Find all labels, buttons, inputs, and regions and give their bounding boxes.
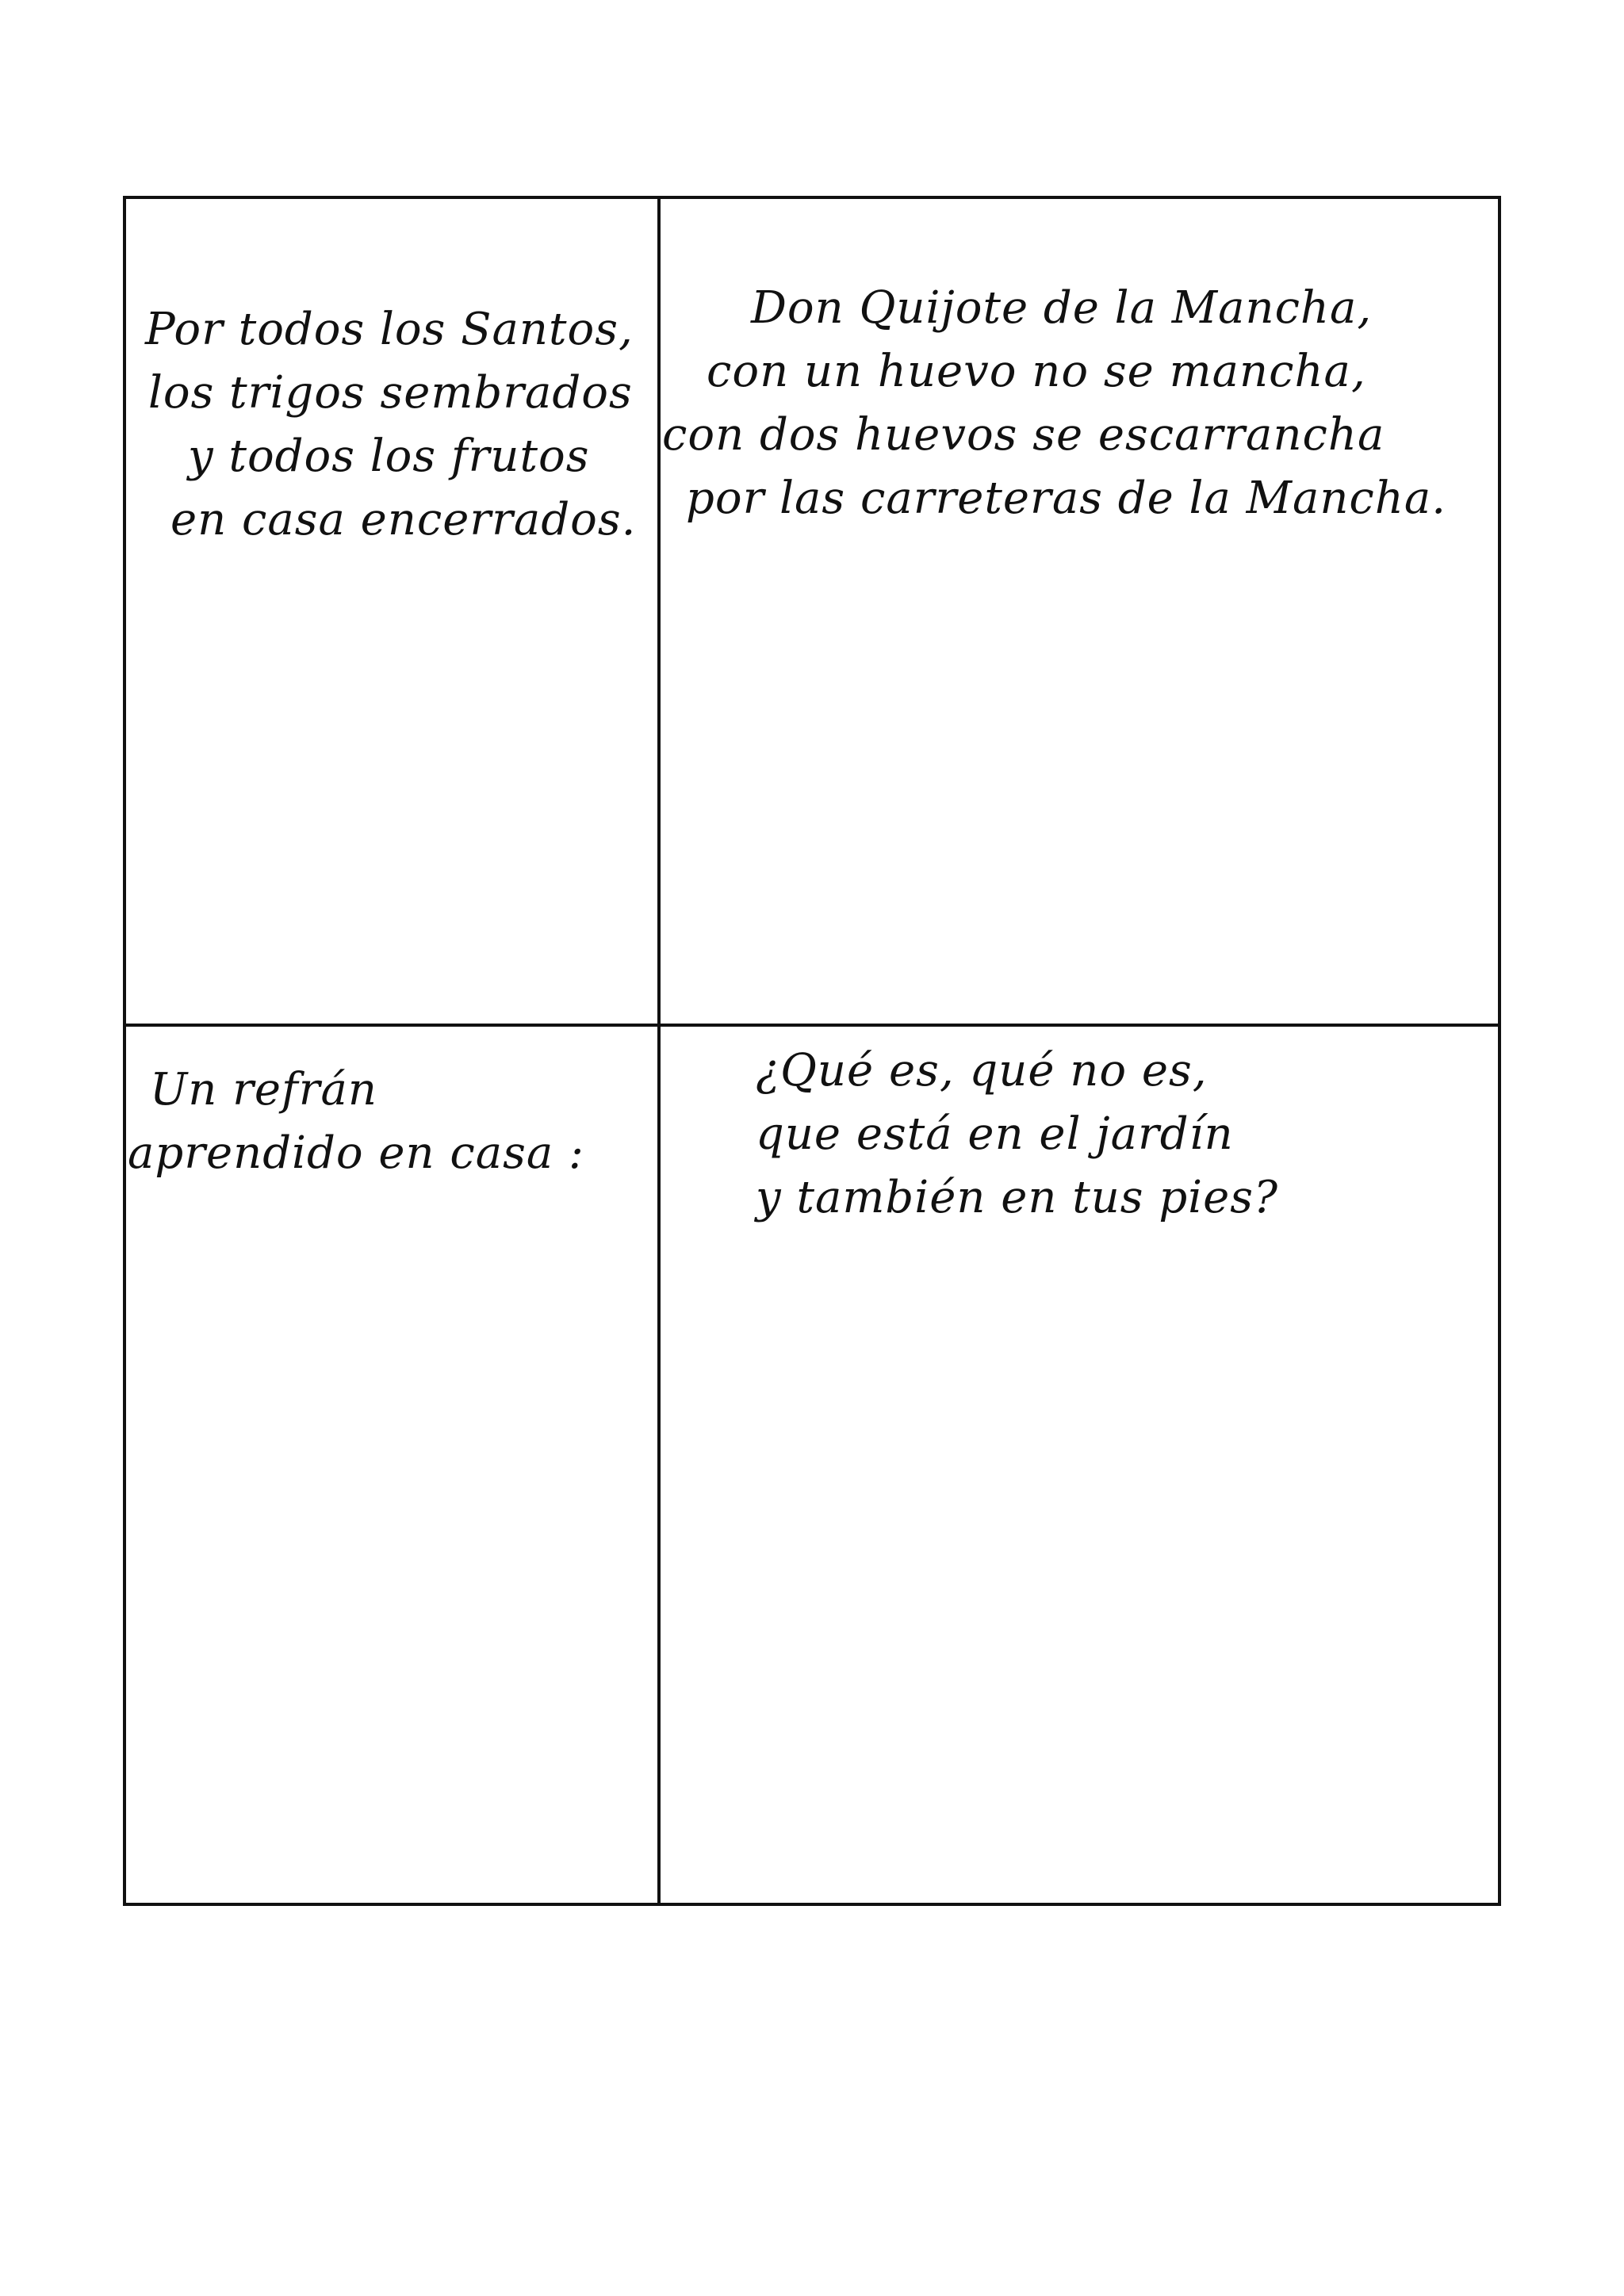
verse-line: Don Quijote de la Mancha, — [751, 282, 1373, 334]
riddle-verse — [756, 1039, 1278, 1230]
verse-line: con dos huevos se escarrancha — [662, 409, 1385, 461]
verse-line: con un huevo no se mancha, — [707, 346, 1366, 397]
verse-line: ¿Qué es, qué no es, — [756, 1045, 1208, 1096]
cell-refran-prompt — [126, 1027, 657, 1906]
refran-prompt — [128, 1058, 584, 1185]
verse-line: y también en tus pies? — [756, 1172, 1278, 1223]
cell-rhyme-quijote — [661, 199, 1501, 1024]
verse-line: los trigos sembrados — [148, 367, 633, 419]
verse-line: que está en el jardín — [756, 1108, 1234, 1160]
verse-line: en casa encerrados. — [170, 494, 637, 545]
verse-quijote — [662, 277, 1446, 530]
prompt-line: Un refrán — [150, 1064, 377, 1115]
cell-riddle — [661, 1027, 1501, 1906]
prompt-line: aprendido en casa : — [128, 1127, 584, 1179]
verse-line: por las carreteras de la Mancha. — [686, 473, 1447, 524]
cell-saying-santos — [126, 199, 657, 1024]
verse-line: y todos los frutos — [188, 430, 590, 482]
worksheet-grid — [123, 196, 1501, 1906]
verse-line: Por todos los Santos, — [145, 304, 634, 355]
verse-santos — [140, 298, 636, 552]
